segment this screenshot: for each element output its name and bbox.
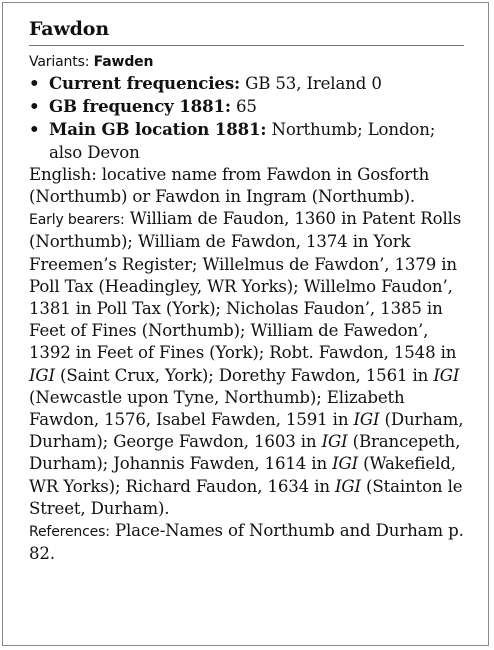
frequency-list [29, 72, 464, 164]
variants-line [29, 52, 464, 72]
bullet-icon: • [29, 119, 40, 140]
surname-entry [2, 2, 489, 646]
igi-source: IGI [29, 365, 55, 385]
early-bearers-text: (Durham, Durham); George Fawdon, 1603 in [29, 410, 464, 452]
references-text: Place-Names of Northumb and Durham p. 82. [29, 521, 464, 564]
igi-source: IGI [332, 454, 359, 474]
early-bearers-text: (Brancepeth, Durham); Johannis Fawden, 1614 in [29, 432, 461, 474]
stat-value: GB 53, Ireland 0 [245, 74, 382, 93]
stat-value: Northumb; London; also Devon [49, 120, 436, 162]
bullet-icon: • [29, 73, 40, 93]
igi-source: IGI [335, 476, 361, 496]
variants-label: Variants: [29, 54, 90, 70]
igi-source: IGI [433, 365, 460, 385]
list-item-main-gb-location-1881 [29, 118, 464, 163]
early-bearers-label: Early bearers: [29, 212, 125, 229]
early-bearers-text: (Stainton le Street, Durham). [29, 476, 463, 518]
early-bearers-text: (Wakefield, WR Yorks); Richard Faudon, 1634 in [29, 454, 456, 496]
stat-label: GB frequency 1881: [49, 96, 231, 117]
list-item-current-frequencies [29, 72, 464, 95]
list-item-gb-frequency-1881 [29, 95, 464, 118]
stat-label: Main GB location 1881: [49, 119, 267, 140]
entry-headword: Fawdon [29, 17, 464, 46]
bullet-icon: • [29, 96, 40, 117]
stat-label: Current frequencies: [49, 73, 240, 93]
stat-value: 65 [235, 97, 257, 117]
early-bearers-paragraph [29, 208, 464, 520]
references-label: References: [29, 524, 110, 541]
references-paragraph [29, 520, 464, 565]
igi-source: IGI [321, 432, 348, 452]
igi-source: IGI [353, 410, 380, 430]
etymology-text: English: locative name from Fawdon in Gosforth (Northumb) or Fawdon in Ingram (Northumb). [29, 164, 430, 207]
early-bearers-text: (Newcastle upon Tyne, Northumb); Elizabeth Fawdon, 1576, Isabel Fawden, 1591 in [29, 387, 405, 430]
early-bearers-text: (Saint Crux, York); Dorethy Fawdon, 1561 in [54, 365, 434, 385]
early-bearers-text: William de Faudon, 1360 in Patent Rolls (Northumb); William de Fawdon, 1374 in York Freemen’s Register; Willelmus de Fawdon’, 1379 in Poll Tax (Headingley, WR Yorks); Willelmo Faudon’, 1381 in Poll Tax (York); Nicholas Faudon’, 1385 in Feet of Fines (Northumb); William de Fawedon’, 1392 in Feet of Fines (York); Robt. Fawdon, 1548 in [29, 209, 462, 363]
variants-value: Fawden [93, 54, 154, 70]
